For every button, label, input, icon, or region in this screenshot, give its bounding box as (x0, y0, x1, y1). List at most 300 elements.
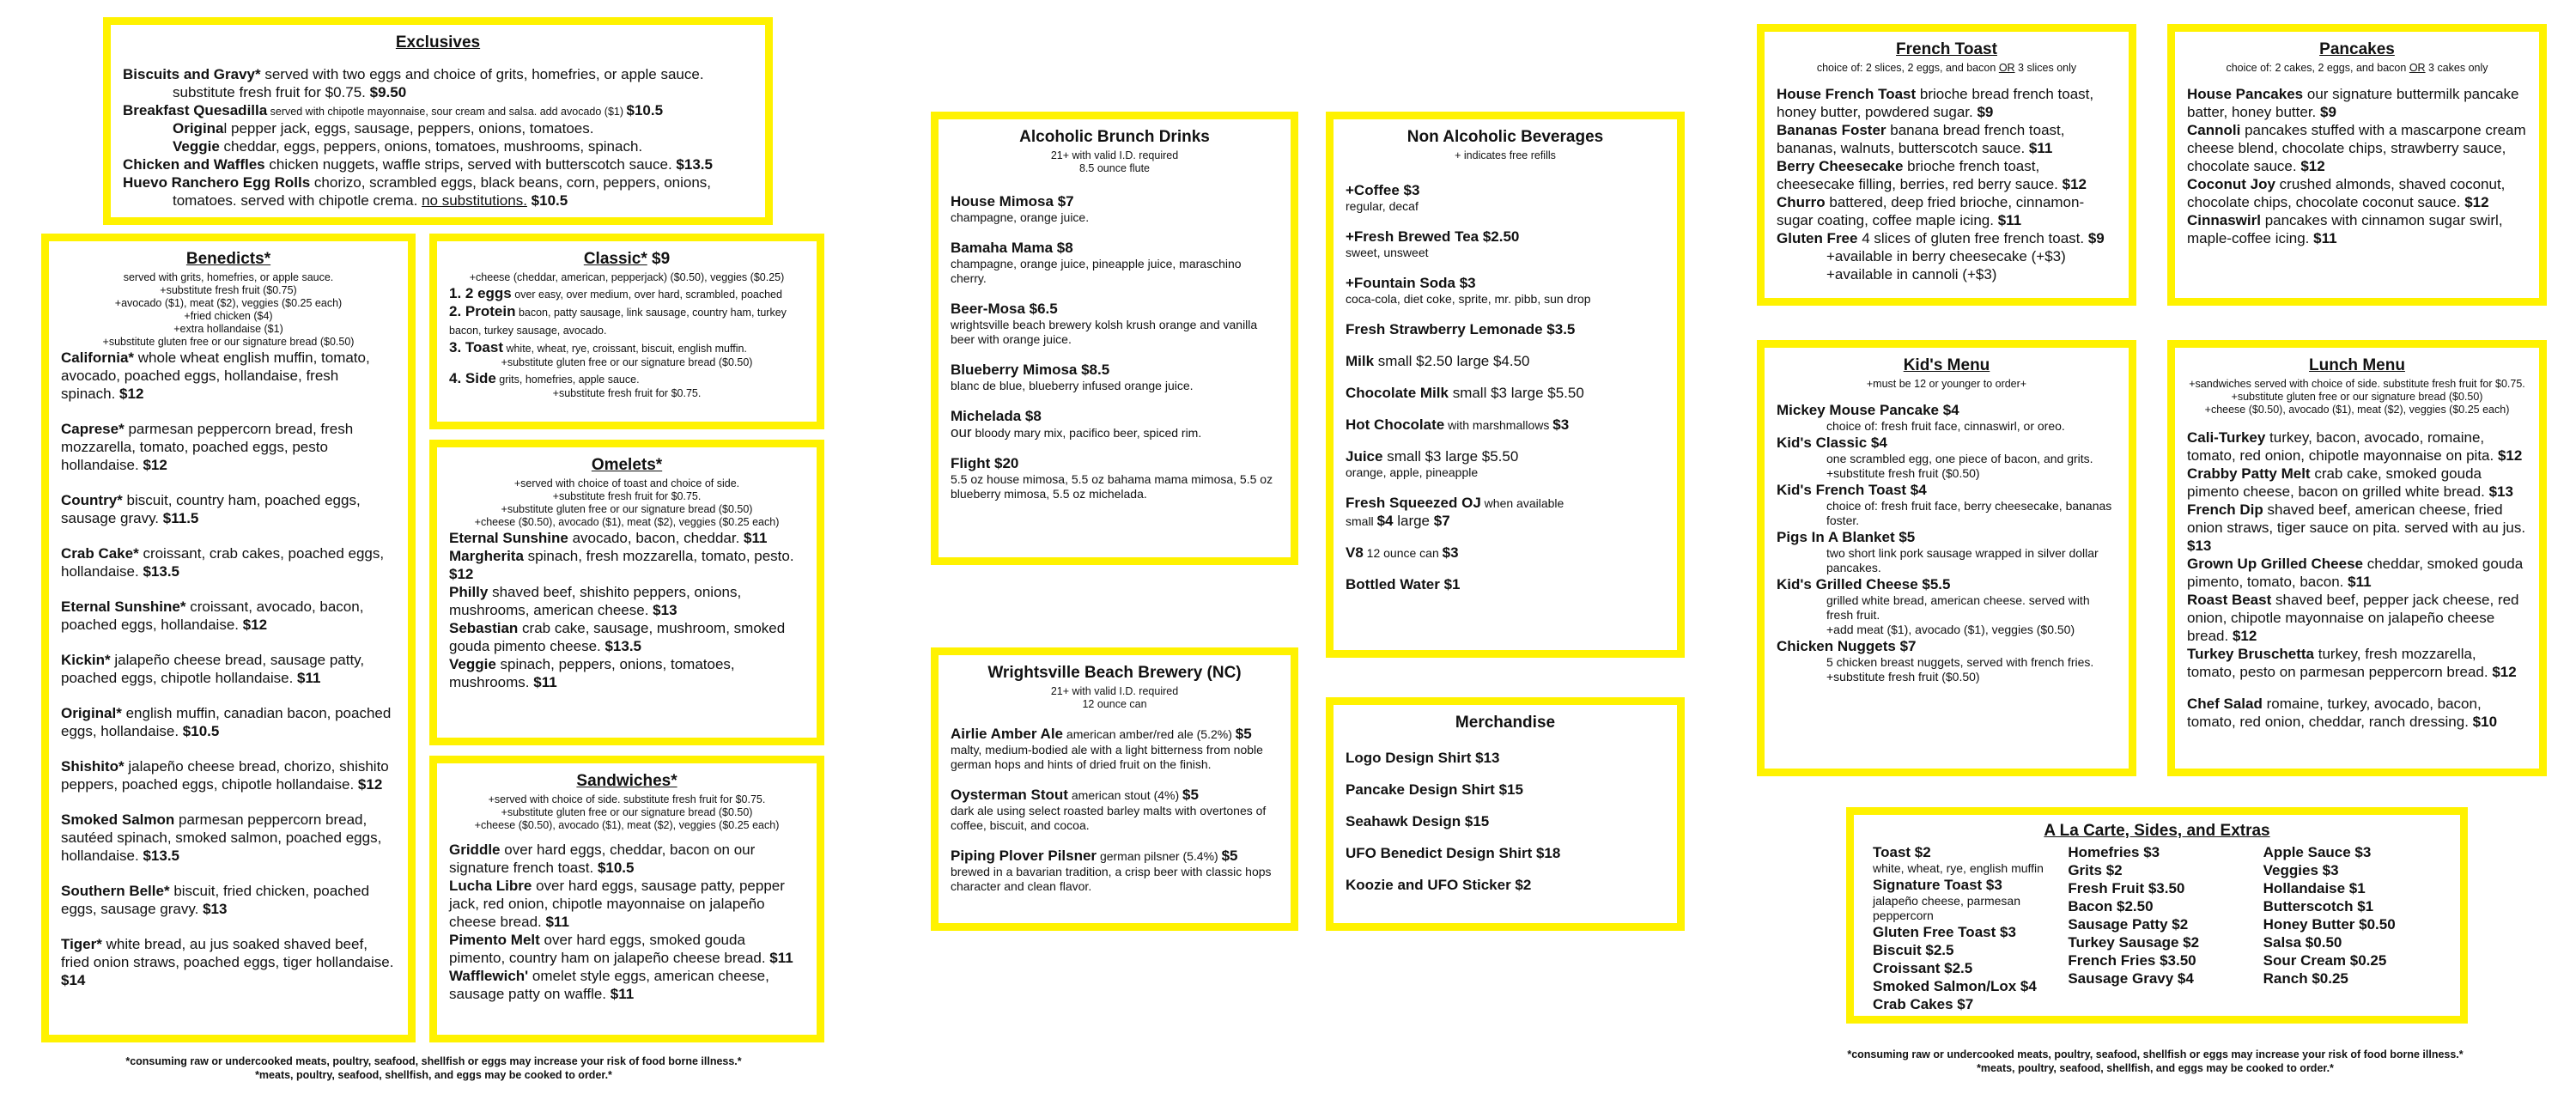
allergy-disclaimer (34, 1054, 833, 1082)
menu-item (2187, 175, 2527, 211)
item-name: Breakfast Quesadilla (123, 102, 268, 118)
menu-item (2187, 211, 2527, 247)
menu-item (2187, 465, 2527, 501)
beer-style: american amber/red ale (5.2%) (1063, 727, 1236, 741)
no-substitutions-note: no substitutions. (422, 192, 527, 209)
kids-item-name: Kid's Grilled Cheese $5.5 (1777, 576, 1951, 592)
merch-item: Pancake Design Shirt $15 (1346, 781, 1523, 798)
item-desc: over hard eggs, smoked gouda pimento, country ham on jalapeño cheese bread. (449, 932, 770, 966)
menu-item (449, 547, 805, 583)
item-price: $12 (2497, 447, 2523, 464)
item-name: Coconut Joy (2187, 176, 2275, 192)
beverage-name: Bottled Water $1 (1346, 576, 1461, 592)
menu-item (123, 65, 753, 83)
side-item: Fresh Fruit $3.50 (2068, 880, 2185, 896)
section-note: 21+ with valid I.D. required (1050, 149, 1179, 161)
merch-item: Koozie and UFO Sticker $2 (1346, 877, 1532, 893)
beer-desc: brewed in a bavarian tradition, a crisp beer with classic hops character and clean flavor. (951, 865, 1272, 893)
item-desc: turkey, bacon, avocado, romaine, tomato, red onion, chipotle mayonnaise on pita. (2187, 429, 2498, 464)
drink-desc: 5.5 oz house mimosa, 5.5 oz bahama mama mimosa, 5.5 oz blueberry mimosa, 5.5 oz michelada. (951, 472, 1273, 501)
disclaimer-line: *consuming raw or undercooked meats, poultry, seafood, shellfish or eggs may increase your risk of food borne illness.* (1847, 1048, 2464, 1060)
item-price: $11 (297, 670, 321, 686)
section-note: +cheese ($0.50), avocado ($1), meat ($2), veggies ($0.25 each) (474, 516, 780, 528)
item-price: $12 (2300, 158, 2325, 174)
beer-price: $5 (1182, 787, 1199, 803)
menu-item (1777, 229, 2117, 247)
french-toast-section (1757, 24, 2136, 306)
section-title: Non Alcoholic Beverages (1406, 128, 1604, 146)
item-price: $12 (449, 566, 474, 582)
beverage-name: +Fountain Soda $3 (1346, 275, 1476, 291)
item-price: $11 (1997, 212, 2022, 228)
section-note: +must be 12 or younger to order+ (1866, 378, 2027, 390)
menu-item (2187, 555, 2527, 591)
beverage-name: +Fresh Brewed Tea $2.50 (1346, 228, 1520, 245)
item-price: $10.5 (626, 102, 664, 118)
item-desc: substitute fresh fruit for $0.75. (173, 84, 370, 100)
item-desc: omelet style eggs, american cheese, sausage patty on waffle. (449, 968, 769, 1002)
item-name: French Dip (2187, 501, 2263, 518)
item-name: Gluten Free (1777, 230, 1858, 246)
item-desc: cheddar, smoked gouda pimento, tomato, bacon. (2187, 556, 2524, 590)
item-name: Caprese* (61, 421, 125, 437)
note-text: 3 slices only (2014, 62, 2077, 74)
brewery-section (931, 647, 1298, 931)
item-desc: shaved beef, shishito peppers, onions, mushrooms, american cheese. (449, 584, 742, 618)
menu-item (61, 935, 396, 989)
side-item: Croissant $2.5 (1873, 960, 1973, 976)
item-name: Southern Belle* (61, 883, 170, 899)
item-price: $13.5 (676, 156, 713, 173)
item-desc-line (123, 191, 753, 210)
item-desc: white bread, au jus soaked shaved beef, fried onion straws, poached eggs, tiger hollandaise. (61, 936, 394, 970)
disclaimer-line: *meats, poultry, seafood, shellfish, and eggs may be cooked to order.* (1977, 1062, 2334, 1074)
beverage-name: Chocolate Milk (1346, 385, 1449, 401)
item-name: Berry Cheesecake (1777, 158, 1904, 174)
section-note: +substitute fresh fruit ($0.75) (160, 284, 297, 296)
a-la-carte-column-3 (2263, 843, 2441, 1013)
beer-price: $5 (1235, 726, 1252, 742)
drink-name: House Mimosa $7 (951, 193, 1074, 210)
menu-item (449, 583, 805, 619)
item-desc: pancakes with cinnamon sugar swirl, maple-coffee icing. (2187, 212, 2503, 246)
item-desc: over hard eggs, sausage patty, pepper jack, red onion, chipotle mayonnaise on jalapeño cheese bread. (449, 878, 785, 930)
item-desc: crab cake, smoked gouda pimento cheese, bacon on grilled white bread. (2187, 465, 2489, 500)
drink-desc (951, 425, 1279, 441)
item-price: $13 (203, 901, 228, 917)
beer-name: Piping Plover Pilsner (951, 848, 1097, 864)
item-name: Churro (1777, 194, 1826, 210)
beer-item (951, 847, 1279, 865)
item-price: $9 (2320, 104, 2336, 120)
item-desc: banana bread french toast, bananas, walnuts, butterscotch sauce. (1777, 122, 2065, 156)
menu-item (2187, 645, 2527, 681)
beverage-desc: coca-cola, diet coke, sprite, mr. pibb, sun drop (1346, 292, 1591, 306)
item-name: Eternal Sunshine (449, 530, 568, 546)
item-desc: biscuit, fried chicken, poached eggs, sausage gravy. (61, 883, 370, 917)
item-name: Eternal Sunshine* (61, 599, 186, 615)
item-price: $11 (545, 914, 569, 930)
menu-item (61, 757, 396, 793)
beverage-detail: when available (1480, 496, 1564, 510)
beverage-name: Fresh Squeezed OJ (1346, 495, 1481, 511)
beer-style: american stout (4%) (1067, 788, 1183, 802)
drink-desc: champagne, orange juice, pineapple juice, maraschino cherry. (951, 257, 1242, 285)
beer-style: german pilsner (5.4%) (1097, 849, 1222, 863)
item-desc: brioche french toast, cheesecake filling, berries, red berry sauce. (1777, 158, 2063, 192)
item-name: Crab Cake* (61, 545, 139, 562)
menu-item (2187, 591, 2527, 645)
beverage-price: small $2.50 large $4.50 (1374, 353, 1530, 369)
side-item: Gluten Free Toast $3 (1873, 924, 2016, 940)
allergy-disclaimer (1752, 1048, 2559, 1075)
drink-desc-rest: bloody mary mix, pacifico beer, spiced rim. (971, 426, 1202, 440)
section-note: + indicates free refills (1455, 149, 1556, 161)
drink-name: Blueberry Mimosa $8.5 (951, 362, 1110, 378)
note-or: OR (2409, 62, 2426, 74)
beer-price: $5 (1221, 848, 1238, 864)
kids-menu-section (1757, 340, 2136, 776)
menu-item (1777, 193, 2117, 229)
item-price: $12 (143, 457, 167, 473)
beverage-item (1346, 384, 1665, 402)
item-price: $12 (242, 617, 268, 633)
item-desc: over easy, over medium, over hard, scrambled, poached (511, 289, 782, 301)
item-name: Veggie (173, 138, 220, 155)
side-item: Turkey Sausage $2 (2068, 934, 2200, 951)
beverage-sizes (1346, 512, 1665, 530)
item-name: Chicken and Waffles (123, 156, 265, 173)
beverage-price: small $3 large $5.50 (1448, 385, 1584, 401)
menu-item (61, 882, 396, 918)
item-desc: crab cake, sausage, mushroom, smoked gouda pimento cheese. (449, 620, 786, 654)
item-name: Pimento Melt (449, 932, 540, 948)
item-name: Crabby Patty Melt (2187, 465, 2311, 482)
menu-item (449, 931, 805, 967)
item-desc: biscuit, country ham, poached eggs, sausage gravy. (61, 492, 361, 526)
item-desc: grits, homefries, apple sauce. (495, 374, 640, 386)
menu-item (61, 598, 396, 634)
item-price: $13.5 (143, 848, 180, 864)
menu-item (61, 544, 396, 580)
item-desc: romaine, turkey, avocado, bacon, tomato, red onion, cheddar, ranch dressing. (2187, 696, 2482, 730)
section-note (1777, 62, 2117, 75)
item-desc: chorizo, scrambled eggs, black beans, corn, peppers, onions, (310, 174, 712, 191)
side-item: Smoked Salmon/Lox $4 (1873, 978, 2037, 994)
kids-item-desc: two short link pork sausage wrapped in silver dollar pancakes. (1826, 546, 2099, 574)
beer-name: Oysterman Stout (951, 787, 1068, 803)
item-name: Margherita (449, 548, 524, 564)
drink-desc-lead: our (951, 424, 972, 441)
sandwiches-section (429, 756, 824, 1042)
beverage-name: Hot Chocolate (1346, 416, 1445, 433)
side-item: Signature Toast $3 (1873, 877, 2002, 893)
kids-item-name: Pigs In A Blanket $5 (1777, 529, 1916, 545)
menu-item (2187, 121, 2527, 175)
menu-item (123, 173, 753, 191)
lunch-menu-section (2167, 340, 2547, 776)
item-name: Chef Salad (2187, 696, 2263, 712)
item-price: $11.5 (162, 510, 199, 526)
item-price: $12 (2232, 628, 2257, 644)
disclaimer-line: *meats, poultry, seafood, shellfish, and eggs may be cooked to order.* (255, 1069, 612, 1081)
disclaimer-line: *consuming raw or undercooked meats, poultry, seafood, shellfish or eggs may increase your risk of food borne illness.* (125, 1055, 742, 1067)
section-title: Pancakes (2319, 40, 2395, 58)
item-price: $12 (357, 776, 383, 793)
menu-item (61, 811, 396, 865)
item-name: Original* (61, 705, 122, 721)
side-item-desc: white, wheat, rye, english muffin (1873, 861, 2044, 875)
menu-item (1777, 85, 2117, 121)
benedicts-section (41, 234, 416, 1042)
item-name: Grown Up Grilled Cheese (2187, 556, 2363, 572)
section-note: +substitute gluten free or our signature bread ($0.50) (501, 806, 753, 818)
item-desc: parmesan peppercorn bread, sautéed spinach, smoked salmon, poached eggs, hollandaise. (61, 811, 382, 864)
menu-item (2187, 85, 2527, 121)
item-desc: pancakes stuffed with a mascarpone cream cheese blend, chocolate chips, strawberry sauce, chocolate sauce. (2187, 122, 2526, 174)
drink-desc: blanc de blue, blueberry infused orange juice. (951, 379, 1194, 392)
side-item: Honey Butter $0.50 (2263, 916, 2396, 933)
item-desc: jalapeño cheese bread, sausage patty, poached eggs, chipotle hollandaise. (61, 652, 365, 686)
menu-item (449, 529, 805, 547)
item-price: $10 (2472, 714, 2498, 730)
section-title: Alcoholic Brunch Drinks (1019, 128, 1210, 146)
size-price: $7 (1433, 513, 1450, 529)
merch-item: Logo Design Shirt $13 (1346, 750, 1500, 766)
side-item: Grits $2 (2068, 862, 2123, 878)
item-price: $10.5 (182, 723, 220, 739)
item-desc: spinach, peppers, onions, tomatoes, mushrooms. (449, 656, 735, 690)
section-title (449, 250, 805, 269)
note-or: OR (1998, 62, 2015, 74)
item-desc: shaved beef, pepper jack cheese, red onion, chipotle mayonnaise on jalapeño cheese bread. (2187, 592, 2519, 644)
beverage-desc: sweet, unsweet (1346, 246, 1429, 259)
note-text: choice of: 2 slices, 2 eggs, and bacon (1816, 62, 1999, 74)
drink-name: Beer-Mosa $6.5 (951, 301, 1058, 317)
note-text: choice of: 2 cakes, 2 eggs, and bacon (2226, 62, 2409, 74)
beverage-item (1346, 544, 1665, 562)
beverage-name: +Coffee $3 (1346, 182, 1420, 198)
classic-section (429, 234, 824, 429)
item-desc: l pepper jack, eggs, sausage, peppers, onions, tomatoes. (223, 120, 594, 137)
item-price: $14 (61, 972, 86, 988)
item-price: $11 (533, 674, 557, 690)
menu-item (123, 101, 753, 119)
drink-name: Bamaha Mama $8 (951, 240, 1073, 256)
item-name: Turkey Bruschetta (2187, 646, 2315, 662)
item-price: $11 (769, 950, 793, 966)
item-desc: brioche bread french toast, honey butter, powdered sugar. (1777, 86, 2094, 120)
item-desc: over hard eggs, cheddar, bacon on our signature french toast. (449, 842, 756, 876)
beverage-name: Fresh Strawberry Lemonade $3.5 (1346, 321, 1576, 337)
kids-item-desc: +substitute fresh fruit ($0.50) (1826, 466, 1980, 480)
size-price: $4 (1376, 513, 1394, 529)
item-extra: +available in berry cheesecake (+$3) (1826, 248, 2066, 264)
section-title: Kid's Menu (1903, 356, 1990, 374)
item-name: 4. Side (449, 370, 496, 386)
item-desc: cheddar, eggs, peppers, onions, tomatoes, mushrooms, spinach. (219, 138, 643, 155)
menu-item (2187, 428, 2527, 465)
drink-name: Michelada $8 (951, 408, 1042, 424)
beer-name: Airlie Amber Ale (951, 726, 1064, 742)
merch-item: UFO Benedict Design Shirt $18 (1346, 845, 1561, 861)
section-note: +cheese (cheddar, american, pepperjack) ($0.50), veggies ($0.25) (469, 271, 785, 283)
menu-item (61, 704, 396, 740)
item-name: Roast Beast (2187, 592, 2272, 608)
item-name: California* (61, 349, 135, 366)
item-desc: battered, deep fried brioche, cinnamon-sugar coating, coffee maple icing. (1777, 194, 2085, 228)
item-name: 3. Toast (449, 339, 503, 355)
omelets-section (429, 440, 824, 745)
section-note: +cheese ($0.50), avocado ($1), meat ($2), veggies ($0.25 each) (2204, 404, 2510, 416)
side-item: Sausage Patty $2 (2068, 916, 2189, 933)
kids-item-name: Kid's French Toast $4 (1777, 482, 1927, 498)
menu-item (449, 967, 805, 1003)
section-title: French Toast (1896, 40, 1997, 58)
section-title: Omelets* (591, 456, 663, 474)
beverage-name: Milk (1346, 353, 1375, 369)
item-price: $13 (2187, 538, 2212, 554)
a-la-carte-columns (1873, 843, 2441, 1013)
a-la-carte-section (1846, 807, 2468, 1024)
menu-item (449, 338, 805, 356)
item-price: $13.5 (605, 638, 642, 654)
section-title-text: Classic* (583, 250, 647, 268)
nonalcoholic-section (1326, 112, 1685, 658)
item-price: $12 (2062, 176, 2087, 192)
section-note: 12 ounce can (1082, 698, 1147, 710)
beverage-detail: with marshmallows (1444, 418, 1553, 432)
a-la-carte-column-1 (1873, 843, 2050, 1013)
section-note: +substitute gluten free or our signature bread ($0.50) (2231, 391, 2483, 403)
side-item: Ranch $0.25 (2263, 970, 2348, 987)
item-name: Shishito* (61, 758, 125, 775)
beer-desc: malty, medium-bodied ale with a light bitterness from noble german hops and hints of dried fruit on the finish. (951, 743, 1263, 771)
beverage-item (1346, 447, 1665, 465)
item-price: $11 (2028, 140, 2053, 156)
item-price: $11 (744, 530, 768, 546)
item-name: Wafflewich' (449, 968, 529, 984)
section-note: +substitute gluten free or our signature bread ($0.50) (501, 503, 753, 515)
section-note (2187, 62, 2527, 75)
section-title: Sandwiches* (576, 772, 677, 790)
beverage-name: Juice (1346, 448, 1383, 465)
item-desc: croissant, crab cakes, poached eggs, hollandaise. (61, 545, 385, 580)
beverage-price: $3 (1552, 416, 1570, 433)
kids-item-name: Chicken Nuggets $7 (1777, 638, 1917, 654)
item-name: House French Toast (1777, 86, 1917, 102)
item-name: 1. 2 eggs (449, 285, 512, 301)
section-title: Wrightsville Beach Brewery (NC) (987, 664, 1242, 682)
exclusives-section (103, 17, 773, 225)
merchandise-section (1326, 697, 1685, 931)
kids-item-desc: +substitute fresh fruit ($0.50) (1826, 670, 1980, 684)
item-note: +substitute gluten free or our signature bread ($0.50) (501, 356, 753, 368)
section-title: Exclusives (395, 33, 481, 52)
menu-item (1777, 157, 2117, 193)
item-name: Cinnaswirl (2187, 212, 2261, 228)
item-name: Griddle (449, 842, 501, 858)
kids-item-desc: one scrambled egg, one piece of bacon, and grits. (1826, 452, 2093, 465)
menu-item (449, 841, 805, 877)
menu-item (449, 619, 805, 655)
section-title: A La Carte, Sides, and Extras (2044, 822, 2270, 840)
kids-item-desc: choice of: fresh fruit face, berry cheesecake, bananas foster. (1826, 499, 2112, 527)
side-item: Crab Cakes $7 (1873, 996, 1974, 1012)
side-item: Salsa $0.50 (2263, 934, 2342, 951)
item-price: $12 (2464, 194, 2489, 210)
item-price: $11 (610, 986, 635, 1002)
side-item: Homefries $3 (2068, 844, 2160, 860)
side-item: Sour Cream $0.25 (2263, 952, 2387, 969)
item-price: $10.5 (526, 192, 568, 209)
kids-item-desc: choice of: fresh fruit face, cinnaswirl, or oreo. (1826, 419, 2065, 433)
item-price: $12 (119, 386, 144, 402)
item-desc: 4 slices of gluten free french toast. (1857, 230, 2088, 246)
note-text: 3 cakes only (2425, 62, 2488, 74)
drink-desc: wrightsville beach brewery kolsh krush orange and vanilla beer with orange juice. (951, 318, 1258, 346)
menu-item (449, 655, 805, 691)
section-title: Benedicts* (185, 250, 271, 268)
section-note: +substitute fresh fruit for $0.75. (552, 490, 702, 502)
menu-item (61, 349, 396, 403)
item-name: Kickin* (61, 652, 111, 668)
item-name: Bananas Foster (1777, 122, 1886, 138)
menu-item (123, 155, 753, 173)
section-title: Merchandise (1455, 714, 1556, 732)
beverage-price: $3 (1442, 544, 1459, 561)
beverage-desc: orange, apple, pineapple (1346, 465, 1479, 479)
beverage-name: V8 (1346, 544, 1364, 561)
item-price: $9.50 (369, 84, 407, 100)
item-note: +substitute fresh fruit for $0.75. (552, 387, 702, 399)
menu-item (2187, 695, 2527, 731)
section-title: Lunch Menu (2309, 356, 2405, 374)
section-note: +cheese ($0.50), avocado ($1), meat ($2), veggies ($0.25 each) (474, 819, 780, 831)
item-desc: tomatoes. served with chipotle crema. (173, 192, 422, 209)
menu-item (2187, 501, 2527, 555)
item-price: $9 (2087, 230, 2105, 246)
beverage-item (1346, 416, 1665, 434)
section-note: 21+ with valid I.D. required (1050, 685, 1179, 697)
beer-item (951, 786, 1279, 804)
item-name: Lucha Libre (449, 878, 532, 894)
menu-item (449, 284, 805, 302)
side-item: Butterscotch $1 (2263, 898, 2374, 915)
item-name: Biscuits and Gravy* (123, 66, 261, 82)
beverage-item (1346, 352, 1665, 370)
section-note: 8.5 ounce flute (1078, 162, 1150, 174)
item-desc: chicken nuggets, waffle strips, served with butterscotch sauce. (264, 156, 677, 173)
kids-item-desc: 5 chicken breast nuggets, served with french fries. (1826, 655, 2094, 669)
item-price: $9 (1977, 104, 1994, 120)
item-desc: served with two eggs and choice of grits, homefries, or apple sauce. (260, 66, 704, 82)
beverage-detail: 12 ounce can (1363, 546, 1443, 560)
item-desc: crushed almonds, shaved coconut, chocolate chips, chocolate coconut sauce. (2187, 176, 2506, 210)
item-desc: served with chipotle mayonnaise, sour cream and salsa. add avocado ($1) (267, 106, 627, 118)
item-desc: parmesan peppercorn bread, fresh mozzarella, tomato, poached eggs, pesto hollandaise. (61, 421, 354, 473)
item-desc: turkey, fresh mozzarella, tomato, pesto on parmesan peppercorn bread. (2187, 646, 2493, 680)
side-item: French Fries $3.50 (2068, 952, 2196, 969)
side-item: Biscuit $2.5 (1873, 942, 1954, 958)
item-name: Tiger* (61, 936, 102, 952)
item-name: Smoked Salmon (61, 811, 175, 828)
section-note: +fried chicken ($4) (184, 310, 273, 322)
item-desc: shaved beef, american cheese, fried onion straws, tiger sauce on pita. served with au jus. (2187, 501, 2526, 536)
item-name: 2. Protein (449, 303, 516, 319)
kids-item-desc: grilled white bread, american cheese. served with fresh fruit. (1826, 593, 2090, 622)
item-desc-line (123, 83, 753, 101)
